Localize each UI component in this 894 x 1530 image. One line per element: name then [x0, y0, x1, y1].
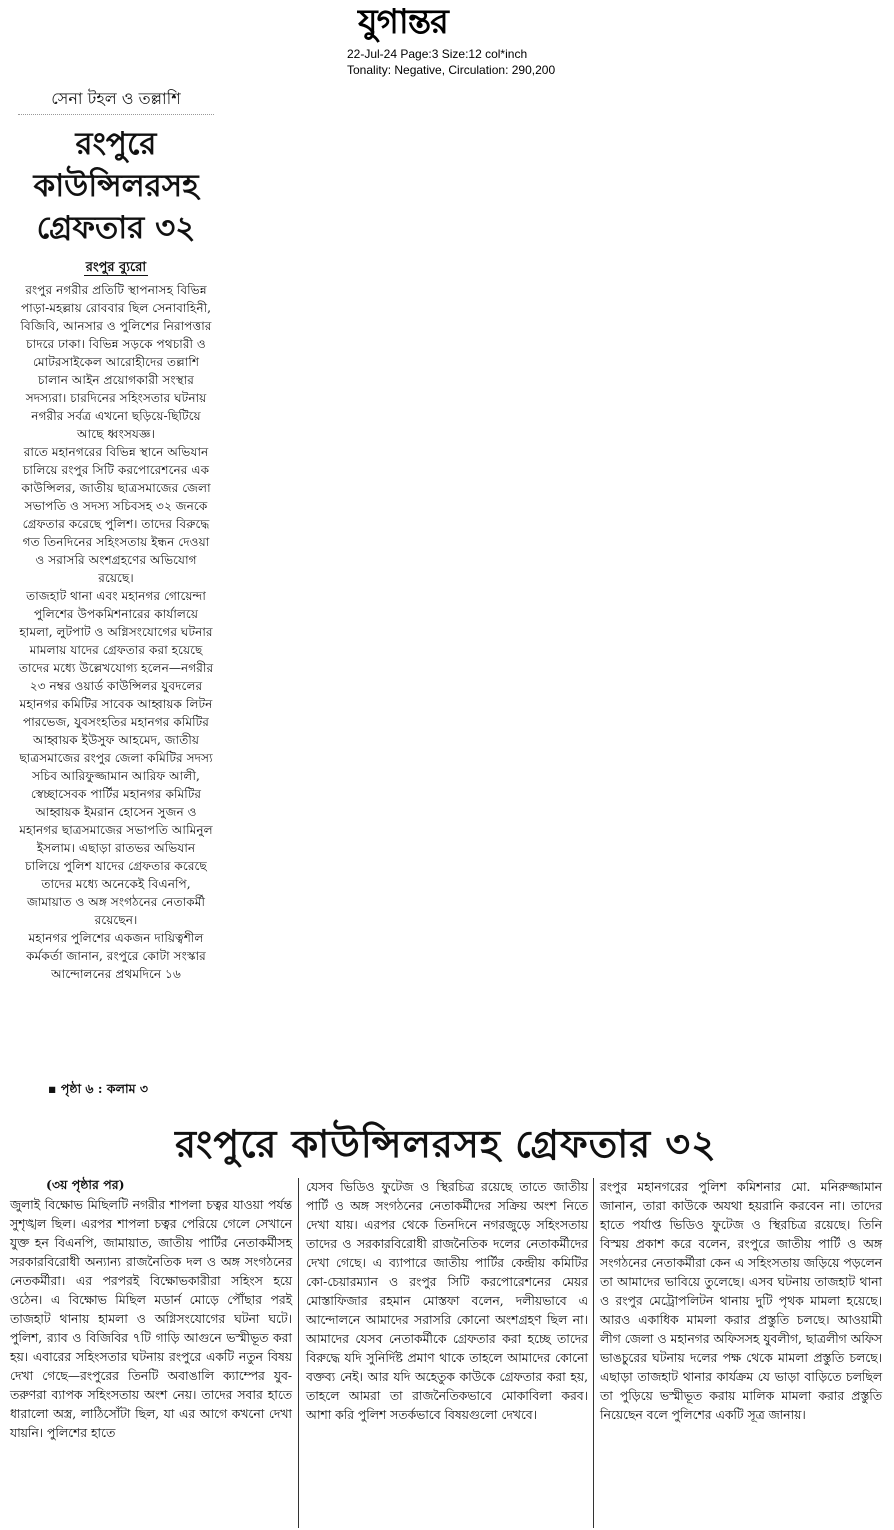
column-text: রংপুর মহানগরের পুলিশ কমিশনার মো. মনিরুজ্জামান জানান, তারা কাউকে অযথা হয়রানি করবেন না। তাদের হাতে পর্যাপ্ত ভিডিও ফুটেজ ও স্থিরচিত্র রয়েছে। তিনি বিস্ময় প্রকাশ করে বলেন, রংপুরে জাতীয় পার্টি ও অঙ্গ সংগঠনের নেতাকর্মীরা কেন এ সহিংসতায় জড়িয়ে পড়লেন তা আমাদের ভাবিয়ে তুলেছে। এসব ঘটনায় তাজহাট থানা ও রংপুর মেট্রোপলিটন থানায় দুটি পৃথক মামলা হয়েছে। আরও একাধিক মামলা করার প্রস্তুতি চলছে। আওয়ামী লীগ জেলা ও মহানগর অফিসসহ যুবলীগ, ছাত্রলীগ অফিস ভাঙচুরের ঘটনায় দলের পক্ষ থেকে মামলা প্রস্তুতি চলছে। এছাড়া তাজহাট থানার কার্যক্রম যে ভাড়া বাড়িতে চলছিল তা পুড়িয়ে ভস্মীভূত করায় মালিক মামলা করার প্রস্তুতি নিয়েছেন বলে পুলিশের একটি সূত্র জানায়। [600, 1180, 882, 1422]
headline-line-3: গ্রেফতার ৩২ [36, 210, 196, 246]
column-text: যেসব ভিডিও ফুটেজ ও স্থিরচিত্র রয়েছে তাতে জাতীয় পার্টি ও অঙ্গ সংগঠনের নেতাকর্মীদের সক্রিয় অংশ নিতে দেখা যায়। এরপর থেকে তিনদিনে নগরজুড়ে সহিংসতায় তাদের ও সরকারবিরোধী রাজনৈতিক দলের নেতাকর্মীদের দেখা গেছে। এ ব্যাপারে জাতীয় পার্টির কেন্দ্রীয় কমিটির কো-চেয়ারম্যান ও রংপুর সিটি করপোরেশনের মেয়র মোস্তাফিজার রহমান মোস্তফা বলেন, দলীয়ভাবে এ আন্দোলনে আমাদের সরাসরি কোনো অংশগ্রহণ ছিল না। আমাদের যেসব নেতাকর্মীকে গ্রেফতার করা হচ্ছে তাদের বিরুদ্ধে যদি সুনির্দিষ্ট প্রমাণ থাকে তাহলে আমাদের কোনো বক্তব্য নেই। আর যদি অহেতুক কাউকে গ্রেফতার করা হয়, তাহলে আমরা তা রাজনৈতিকভাবে মোকাবিলা করব। আশা করি পুলিশ সতর্কভাবে বিষয়গুলো দেখবে। [306, 1180, 588, 1422]
article-main-clipping [18, 86, 214, 1098]
byline-text: রংপুর ব্যুরো [85, 260, 147, 275]
meta-line-tonality: Tonality: Negative, Circulation: 290,200 [347, 63, 556, 77]
jump-text: পৃষ্ঠা ৬ : কলাম ৩ [60, 1081, 148, 1096]
meta-line-date-page: 22-Jul-24 Page:3 Size:12 col*inch [347, 47, 528, 61]
column-divider [298, 1178, 299, 1528]
article-headline [18, 123, 214, 249]
continuation-column-3 [600, 1178, 882, 1508]
article-paragraph: তাজহাট থানা এবং মহানগর গোয়েন্দা পুলিশের উপকমিশনারের কার্যালয়ে হামলা, লুটপাট ও অগ্নিসংযোগের ঘটনার মামলায় যাদের গ্রেফতার করা হয়েছে তাদের মধ্যে উল্লেখযোগ্য হলেন—নগরীর ২৩ নম্বর ওয়ার্ড কাউন্সিলর যুবদলের মহানগর কমিটির সাবেক আহ্বায়ক লিটন পারভেজ, যুবসংহতির মহানগর কমিটির আহ্বায়ক ইউসুফ আহমেদ, জাতীয় ছাত্রসমাজের রংপুর জেলা কমিটির সদস্য সচিব আরিফুজ্জামান আরিফ আলী, স্বেচ্ছাসেবক পার্টির মহানগর কমিটির আহ্বায়ক ইমরান হোসেন সুজন ও মহানগর ছাত্রসমাজের সভাপতি আমিনুল ইসলাম। এছাড়া রাতভর অভিযান চালিয়ে পুলিশ যাদের গ্রেফতার করেছে তাদের মধ্যে অনেকেই বিএনপি, জামায়াত ও অঙ্গ সংগঠনের নেতাকর্মী রয়েছেন। [18, 589, 214, 927]
byline [18, 259, 214, 277]
jump-reference: ▪ পৃষ্ঠা ৬ : কলাম ৩ [48, 1081, 148, 1096]
article-paragraph: মহানগর পুলিশের একজন দায়িত্বশীল কর্মকর্তা জানান, রংপুরে কোটা সংস্কার আন্দোলনের প্রথমদিনে ১৬ [26, 931, 206, 981]
continuation-headline: রংপুরে কাউন্সিলরসহ গ্রেফতার ৩২ [175, 1121, 717, 1166]
column-text: জুলাই বিক্ষোভ মিছিলটি নগরীর শাপলা চত্বর যাওয়া পর্যন্ত সুশৃঙ্খল ছিল। এরপর শাপলা চত্বর পেরিয়ে গেলে সেখানে যুক্ত হন বিএনপি, জামায়াত, জাতীয় পার্টির নেতাকর্মীসহ সরকারবিরোধী অন্যান্য রাজনৈতিক দল ও অঙ্গ সংগঠনের নেতকর্মীরা। এর পরপরই বিক্ষোভকারীরা সহিংস হয়ে ওঠেন। এ বিক্ষোভ মিছিল মডার্ন মোড়ে পৌঁছার পরই তাজহাট থানায় হামলা ও অগ্নিসংযোগের ঘটনা ঘটে। পুলিশ, র‌্যাব ও বিজিবির ৭টি গাড়ি আগুনে ভস্মীভূত করা হয়। এবারের সহিংসতার ঘটনায় রংপুরে একটি নতুন বিষয় দেখা গেছে—রংপুরের তিনটি অবাঙালি ক্যাম্পের যুব-তরুণরা ব্যাপক সহিংসতায় অংশ নেয়। তাদের সবার হাতে ধারালো অস্ত্র, লাঠিসোঁটা ছিল, যা এর আগে কখনো দেখা যায়নি। পুলিশের হাতে [10, 1198, 292, 1440]
article-body [18, 281, 214, 983]
clipping-meta [347, 46, 555, 78]
headline-line-2: কাউন্সিলরসহ [33, 168, 199, 204]
headline-line-1: রংপুরে [75, 126, 157, 162]
article-continuation-clipping [6, 1118, 886, 1528]
continuation-column-1 [10, 1196, 292, 1526]
continuation-column-2 [306, 1178, 588, 1508]
masthead [340, 2, 600, 44]
continued-from-label: (৩য় পৃষ্ঠার পর) [46, 1177, 125, 1192]
newspaper-logo: যুগান্তর [358, 2, 448, 42]
article-paragraph: রংপুর নগরীর প্রতিটি স্থাপনাসহ বিভিন্ন পাড়া-মহল্লায় রোববার ছিল সেনাবাহিনী, বিজিবি, আনসার ও পুলিশের নিরাপত্তার চাদরে ঢাকা। বিভিন্ন সড়কে পথচারী ও মোটরসাইকেল আরোহীদের তল্লাশি চালান আইন প্রয়োগকারী সংস্থার সদস্যরা। চারদিনের সহিংসতার ঘটনায় নগরীর সর্বত্র এখনো ছড়িয়ে-ছিটিয়ে আছে ধ্বংসযজ্ঞ। [20, 283, 212, 441]
column-divider [593, 1178, 594, 1528]
article-paragraph: রাতে মহানগরের বিভিন্ন স্থানে অভিযান চালিয়ে রংপুর সিটি করপোরেশনের এক কাউন্সিলর, জাতীয় ছাত্রসমাজের জেলা সভাপতি ও সদস্য সচিবসহ ৩২ জনকে গ্রেফতার করেছে পুলিশ। তাদের বিরুদ্ধে গত তিনদিনের সহিংসতায় ইন্ধন দেওয়া ও সরাসরি অংশগ্রহণের অভিযোগ রয়েছে। [21, 445, 211, 585]
article-kicker: সেনা টহল ও তল্লাশি [18, 86, 214, 115]
